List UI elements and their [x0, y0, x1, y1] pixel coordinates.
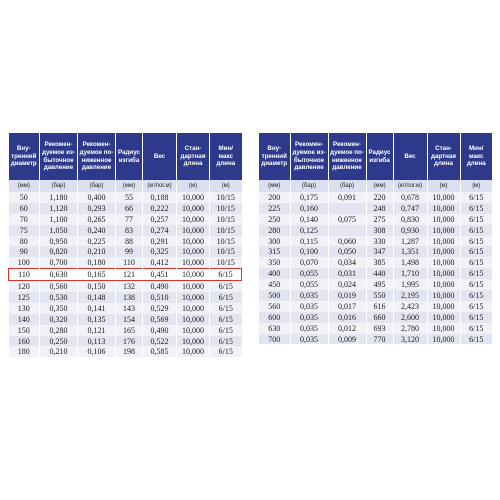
table-cell: 1,120	[40, 203, 78, 214]
table-cell: 6/15	[460, 290, 492, 301]
table-cell: 0,280	[40, 325, 78, 336]
table-cell: 90	[9, 246, 40, 257]
table-row	[9, 292, 242, 303]
table-cell: 143	[116, 303, 143, 314]
table-cell: 0,293	[78, 203, 116, 214]
table-cell: 6/15	[460, 334, 492, 345]
table-cell: 0,320	[40, 314, 78, 325]
table-cell: 10,000	[177, 281, 210, 292]
table-row	[259, 268, 492, 279]
unit-cell: (мм)	[259, 180, 290, 192]
table-row	[259, 312, 492, 323]
header-row	[9, 133, 242, 180]
table-row	[259, 301, 492, 312]
table-cell: 0,135	[78, 314, 116, 325]
header-row	[259, 133, 492, 180]
table-cell: 400	[259, 268, 290, 279]
table-cell: 125	[9, 292, 40, 303]
table-cell: 220	[366, 192, 393, 203]
table-cell: 10,000	[177, 214, 210, 225]
table-row	[9, 314, 242, 325]
table-cell: 6/15	[460, 192, 492, 203]
unit-cell: (кг/пог.м)	[393, 180, 427, 192]
table-cell: 6/15	[210, 292, 242, 303]
table-cell: 0,035	[290, 312, 328, 323]
table-cell: 10/15	[210, 236, 242, 247]
table-cell: 0,350	[40, 303, 78, 314]
table-cell: 1,995	[393, 279, 427, 290]
units-row	[259, 180, 492, 192]
table-cell: 10/15	[210, 246, 242, 257]
unit-cell: (бар)	[78, 180, 116, 192]
table-cell: 140	[9, 314, 40, 325]
table-cell: 10,000	[427, 290, 460, 301]
table-cell: 10,000	[177, 336, 210, 347]
table-cell: 110	[116, 257, 143, 268]
table-cell: 0,113	[78, 336, 116, 347]
unit-cell: (мм)	[366, 180, 393, 192]
table-cell: 50	[9, 192, 40, 203]
table-cell: 1,180	[40, 192, 78, 203]
table-cell: 0,180	[78, 257, 116, 268]
table-cell: 6/15	[210, 269, 242, 281]
table-cell: 0,225	[78, 236, 116, 247]
table-cell: 198	[116, 346, 143, 357]
table-cell: 6/15	[460, 257, 492, 268]
table-cell: 6/15	[460, 279, 492, 290]
table-cell: 6/15	[210, 346, 242, 357]
table-cell: 0,148	[78, 292, 116, 303]
header-inner-diameter: Вну- тренний диаметр	[259, 133, 290, 180]
table-cell: 0,510	[143, 292, 177, 303]
table-cell: 0,070	[290, 257, 328, 268]
table-cell: 132	[116, 281, 143, 292]
table-cell: 0,055	[290, 279, 328, 290]
unit-cell: (м)	[177, 180, 210, 192]
table-cell: 440	[366, 268, 393, 279]
table-cell: 10,000	[177, 346, 210, 357]
table-cell: 0,250	[40, 336, 78, 347]
table-cell: 0,160	[290, 203, 328, 214]
table-row	[259, 214, 492, 225]
table-cell: 280	[259, 225, 290, 236]
table-cell: 0,121	[78, 325, 116, 336]
table-cell: 315	[259, 246, 290, 257]
table-cell: 100	[9, 257, 40, 268]
table-cell: 10,000	[427, 192, 460, 203]
table-cell: 0,569	[143, 314, 177, 325]
unit-cell: (м)	[427, 180, 460, 192]
table-cell: 550	[366, 290, 393, 301]
table-cell: 1,287	[393, 236, 427, 247]
table-cell: 0,222	[143, 203, 177, 214]
table-cell: 0,522	[143, 336, 177, 347]
table-cell: 2,195	[393, 290, 427, 301]
table-cell: 0,035	[290, 334, 328, 345]
table-row	[9, 225, 242, 236]
table-cell: 6/15	[460, 225, 492, 236]
table-cell: 77	[116, 214, 143, 225]
table-cell: 1,351	[393, 246, 427, 257]
table-cell: 10,000	[177, 314, 210, 325]
left-table-body	[9, 192, 242, 357]
table-cell: 10,000	[177, 236, 210, 247]
table-cell: 1,050	[40, 225, 78, 236]
table-cell: 0,106	[78, 346, 116, 357]
table-cell: 55	[116, 192, 143, 203]
header-weight: Вес	[393, 133, 427, 180]
table-cell: 10,000	[427, 225, 460, 236]
table-cell: 83	[116, 225, 143, 236]
table-cell: 6/15	[460, 203, 492, 214]
table-cell: 0,210	[78, 246, 116, 257]
table-cell: 10,000	[177, 292, 210, 303]
table-cell: 10,000	[427, 214, 460, 225]
header-min-max-length: Мин/ макс длина	[460, 133, 492, 180]
table-cell: 0,451	[143, 269, 177, 281]
table-cell: 0,031	[328, 268, 366, 279]
table-cell: 248	[366, 203, 393, 214]
table-cell: 99	[116, 246, 143, 257]
table-cell: 70	[9, 214, 40, 225]
table-cell: 308	[366, 225, 393, 236]
table-cell: 3,120	[393, 334, 427, 345]
table-cell: 6/15	[210, 314, 242, 325]
table-cell: 0,274	[143, 225, 177, 236]
table-cell: 616	[366, 301, 393, 312]
table-cell: 0,024	[328, 279, 366, 290]
table-cell: 10,000	[427, 301, 460, 312]
table-cell: 10,000	[177, 325, 210, 336]
table-cell: 300	[259, 236, 290, 247]
table-cell: 0,125	[290, 225, 328, 236]
table-row	[259, 246, 492, 257]
table-cell: 10,000	[177, 257, 210, 268]
table-cell: 700	[259, 334, 290, 345]
table-cell: 180	[9, 346, 40, 357]
table-row	[9, 346, 242, 357]
table-cell: 225	[259, 203, 290, 214]
header-recommended-underpressure: Рекомен- дуемое по- ниженное давление	[78, 133, 116, 180]
table-cell: 10/15	[210, 203, 242, 214]
table-cell: 0,034	[328, 257, 366, 268]
table-cell: 0,035	[290, 323, 328, 334]
table-cell: 10,000	[427, 268, 460, 279]
table-cell: 0,175	[290, 192, 328, 203]
table-cell: 10/15	[210, 257, 242, 268]
table-cell: 0,140	[290, 214, 328, 225]
table-cell: 0,490	[143, 325, 177, 336]
table-row	[259, 192, 492, 203]
table-cell: 0,930	[393, 225, 427, 236]
table-cell: 1,710	[393, 268, 427, 279]
table-cell: 6/15	[210, 303, 242, 314]
table-cell: 6/15	[460, 301, 492, 312]
table-cell: 130	[9, 303, 40, 314]
hose-spec-table-left	[8, 133, 242, 357]
table-row	[259, 203, 492, 214]
header-recommended-overpressure: Рекомен- дуемое из- быточное давление	[290, 133, 328, 180]
table-cell	[328, 203, 366, 214]
table-cell: 60	[9, 203, 40, 214]
table-cell: 6/15	[460, 268, 492, 279]
header-weight: Вес	[143, 133, 177, 180]
table-cell: 66	[116, 203, 143, 214]
table-cell: 10,000	[177, 246, 210, 257]
table-cell: 0,325	[143, 246, 177, 257]
table-cell: 6/15	[460, 246, 492, 257]
table-cell: 200	[259, 192, 290, 203]
table-cell: 0,016	[328, 312, 366, 323]
table-cell: 6/15	[460, 236, 492, 247]
unit-cell: (м)	[460, 180, 492, 192]
table-cell: 2,780	[393, 323, 427, 334]
unit-cell: (бар)	[40, 180, 78, 192]
table-cell: 660	[366, 312, 393, 323]
table-cell: 10,000	[177, 203, 210, 214]
table-cell: 0,490	[143, 281, 177, 292]
table-cell: 2,600	[393, 312, 427, 323]
table-row	[9, 214, 242, 225]
table-row	[9, 246, 242, 257]
table-cell: 0,035	[290, 290, 328, 301]
table-cell: 0,585	[143, 346, 177, 357]
table-cell: 0,075	[328, 214, 366, 225]
table-cell: 121	[116, 269, 143, 281]
table-row	[9, 336, 242, 347]
table-cell: 0,530	[40, 292, 78, 303]
table-cell: 0,050	[328, 246, 366, 257]
table-cell: 693	[366, 323, 393, 334]
table-cell: 0,700	[40, 257, 78, 268]
table-cell: 10,000	[177, 192, 210, 203]
header-standard-length: Стан- дартная длина	[177, 133, 210, 180]
table-cell: 10,000	[427, 323, 460, 334]
table-cell: 160	[9, 336, 40, 347]
header-min-max-length: Мин/ макс длина	[210, 133, 242, 180]
table-cell: 6/15	[460, 214, 492, 225]
table-cell: 0,060	[328, 236, 366, 247]
table-row	[9, 325, 242, 336]
table-row	[259, 236, 492, 247]
table-cell: 450	[259, 279, 290, 290]
table-cell: 250	[259, 214, 290, 225]
table-cell: 0,529	[143, 303, 177, 314]
table-cell: 0,240	[78, 225, 116, 236]
table-cell: 0,400	[78, 192, 116, 203]
table-cell: 0,100	[290, 246, 328, 257]
unit-cell: (мм)	[9, 180, 40, 192]
table-cell: 10,000	[427, 236, 460, 247]
table-row	[259, 279, 492, 290]
table-cell: 120	[9, 281, 40, 292]
table-cell: 0,412	[143, 257, 177, 268]
table-cell: 495	[366, 279, 393, 290]
table-cell: 0,830	[393, 214, 427, 225]
units-row	[9, 180, 242, 192]
unit-cell: (мм)	[116, 180, 143, 192]
table-cell: 75	[9, 225, 40, 236]
table-cell: 0,291	[143, 236, 177, 247]
header-bend-radius: Радиус изгиба	[366, 133, 393, 180]
table-cell: 0,012	[328, 323, 366, 334]
table-cell: 6/15	[210, 281, 242, 292]
table-cell: 10,000	[427, 257, 460, 268]
table-cell: 385	[366, 257, 393, 268]
table-cell: 2,423	[393, 301, 427, 312]
table-row	[9, 281, 242, 292]
header-bend-radius: Радиус изгиба	[116, 133, 143, 180]
right-table-body	[259, 192, 492, 344]
table-row	[259, 257, 492, 268]
table-cell: 0,115	[290, 236, 328, 247]
unit-cell: (кг/пог.м)	[143, 180, 177, 192]
table-cell: 10,000	[427, 334, 460, 345]
table-cell: 0,678	[393, 192, 427, 203]
table-cell: 0,630	[40, 269, 78, 281]
table-cell: 6/15	[460, 312, 492, 323]
table-cell: 0,950	[40, 236, 78, 247]
table-cell: 347	[366, 246, 393, 257]
header-standard-length: Стан- дартная длина	[427, 133, 460, 180]
table-row	[9, 236, 242, 247]
table-cell: 6/15	[460, 323, 492, 334]
table-cell: 88	[116, 236, 143, 247]
table-cell: 110	[9, 269, 40, 281]
table-cell: 330	[366, 236, 393, 247]
table-cell: 1,100	[40, 214, 78, 225]
table-cell: 350	[259, 257, 290, 268]
table-cell: 6/15	[210, 336, 242, 347]
table-cell: 0,560	[40, 281, 78, 292]
table-cell: 6/15	[210, 325, 242, 336]
table-cell: 0,265	[78, 214, 116, 225]
table-cell: 165	[116, 325, 143, 336]
table-cell: 600	[259, 312, 290, 323]
table-cell: 10/15	[210, 214, 242, 225]
table-cell: 0,019	[328, 290, 366, 301]
table-row	[9, 269, 242, 281]
table-cell: 0,141	[78, 303, 116, 314]
table-row	[9, 303, 242, 314]
table-cell: 10,000	[427, 279, 460, 290]
unit-cell: (бар)	[328, 180, 366, 192]
table-row	[259, 290, 492, 301]
table-cell: 0,150	[78, 281, 116, 292]
table-cell: 0,820	[40, 246, 78, 257]
table-cell: 154	[116, 314, 143, 325]
table-cell: 0,165	[78, 269, 116, 281]
header-recommended-overpressure: Рекомен- дуемое из- быточное давление	[40, 133, 78, 180]
table-cell: 0,188	[143, 192, 177, 203]
table-cell: 1,498	[393, 257, 427, 268]
table-cell: 176	[116, 336, 143, 347]
hose-spec-table-right	[259, 133, 492, 344]
table-cell: 0,210	[40, 346, 78, 357]
table-cell: 275	[366, 214, 393, 225]
table-row	[259, 225, 492, 236]
table-row	[9, 192, 242, 203]
table-cell: 10/15	[210, 225, 242, 236]
table-cell: 138	[116, 292, 143, 303]
table-cell: 80	[9, 236, 40, 247]
table-cell: 0,017	[328, 301, 366, 312]
table-cell	[328, 225, 366, 236]
table-cell: 0,091	[328, 192, 366, 203]
table-cell: 630	[259, 323, 290, 334]
table-cell: 500	[259, 290, 290, 301]
header-inner-diameter: Вну- тренний диаметр	[9, 133, 40, 180]
table-cell: 770	[366, 334, 393, 345]
table-cell: 10/15	[210, 192, 242, 203]
table-row	[259, 323, 492, 334]
table-cell: 560	[259, 301, 290, 312]
table-row	[259, 334, 492, 345]
table-cell: 0,055	[290, 268, 328, 279]
table-row	[9, 257, 242, 268]
table-cell: 10,000	[427, 246, 460, 257]
table-cell: 10,000	[427, 312, 460, 323]
table-cell: 150	[9, 325, 40, 336]
unit-cell: (бар)	[290, 180, 328, 192]
table-cell: 10,000	[427, 203, 460, 214]
table-cell: 0,035	[290, 301, 328, 312]
table-cell: 0,747	[393, 203, 427, 214]
unit-cell: (м)	[210, 180, 242, 192]
table-row	[9, 203, 242, 214]
table-cell: 0,009	[328, 334, 366, 345]
table-cell: 10,000	[177, 225, 210, 236]
table-cell: 0,257	[143, 214, 177, 225]
table-cell: 10,000	[177, 269, 210, 281]
header-recommended-underpressure: Рекомен- дуемое по- ниженное давление	[328, 133, 366, 180]
table-cell: 10,000	[177, 303, 210, 314]
